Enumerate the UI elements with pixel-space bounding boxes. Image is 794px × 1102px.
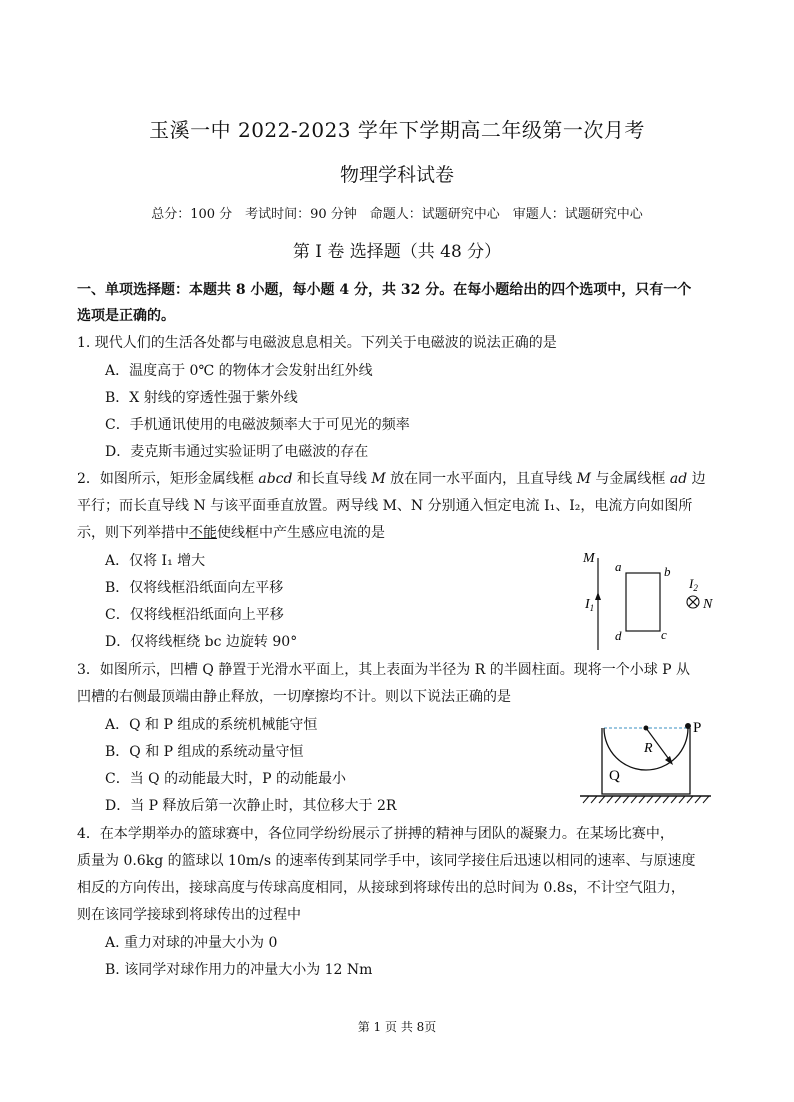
section-instruction-line1: 一、单项选择题：本题共 8 小题，每小题 4 分，共 32 分。在每小题给出的四个选项中，只有一个 [77,282,692,298]
q3-option-b: B．Q 和 P 组成的系统动量守恒 [105,744,304,760]
label-i2: $I_2$ [689,576,698,593]
ball-p [685,723,691,729]
page-number: 第 1 页 共 8页 [357,1020,437,1034]
label-b: b [664,564,671,579]
label-p: P [693,720,702,736]
current-arrow-icon [595,592,601,600]
label-c: c [661,627,667,642]
q4-stem-line4: 则在该同学接球到将球传出的过程中 [77,907,301,923]
q4-option-b: B. 该同学对球作用力的冲量大小为 12 Nm [105,962,373,978]
q1-option-d: D．麦克斯韦通过实验证明了电磁波的存在 [105,444,369,460]
q2-text: 2．如图所示，矩形金属线框 [77,471,259,487]
q2-text: 和长直导线 [292,471,372,487]
wire-frame [626,573,660,631]
q2-text: 边 [687,471,706,487]
q3-option-a: A．Q 和 P 组成的系统机械能守恒 [105,717,318,733]
q2-option-c: C．仅将线框沿纸面向上平移 [105,607,284,623]
q3-option-d: D．当 P 释放后第一次静止时，其位移大于 2R [105,798,397,814]
subject-title: 物理学科试卷 [339,164,454,186]
label-n: N [703,597,713,612]
q4-stem-line1: 4．在本学期举办的篮球赛中，各位同学纷纷展示了拼搏的精神与团队的凝聚力。在某场比赛中， [77,826,674,842]
q1-option-a: A．温度高于 0℃ 的物体才会发射出红外线 [105,363,373,379]
q1-stem: 1. 现代人们的生活各处都与电磁波息息相关。下列关于电磁波的说法正确的是 [77,335,557,351]
q4-stem-line2: 质量为 0.6kg 的篮球以 10m/s 的速率传到某同学手中，该同学接住后迅速以相同的速率、与原速度 [77,853,696,869]
q2-underlined-word: 不能 [189,525,217,541]
label-i1: $I_1$ [585,597,595,613]
q2-option-d: D．仅将线框绕 bc 边旋转 90° [105,634,298,650]
q3-stem-line1: 3．如图所示，凹槽 Q 静置于光滑水平面上，其上表面为半径为 R 的半圆柱面。现将一个小球 P 从 [77,662,691,678]
q2-var: ad [669,471,688,487]
q2-stem-line2: 平行；而长直导线 N 与该平面垂直放置。两导线 M、N 分别通入恒定电流 I₁、I₂，电流方向如图所 [77,498,693,514]
q2-var: abcd [258,471,293,487]
q2-var: M [576,471,591,487]
label-a: a [615,559,622,574]
q2-option-b: B．仅将线框沿纸面向左平移 [105,580,284,596]
label-q: Q [609,768,620,784]
q2-figure [575,540,725,652]
q1-option-b: B．X 射线的穿透性强于紫外线 [105,390,298,406]
q4-option-a: A. 重力对球的冲量大小为 0 [105,935,278,951]
groove-body [602,728,690,794]
label-d: d [615,628,622,643]
q2-var: M [371,471,386,487]
exam-title: 玉溪一中 2022-2023 学年下学期高二年级第一次月考 [149,118,645,142]
q4-stem-line3: 相反的方向传出，接球高度与传球高度相同，从接球到将球传出的总时间为 0.8s，不计空气阻力， [77,880,685,896]
q2-text: 示，则下列举措中 [77,525,189,541]
q3-figure [575,716,715,806]
q2-text: 使线框中产生感应电流的是 [217,525,385,541]
exam-meta: 总分：100 分 考试时间：90 分钟 命题人：试题研究中心 审题人：试题研究中心 [151,207,643,222]
q2-stem-line3 [77,522,385,542]
q1-option-c: C．手机通讯使用的电磁波频率大于可见光的频率 [105,417,410,433]
label-m: M [583,551,595,566]
q2-text: 与金属线框 [590,471,670,487]
q2-option-a: A．仅将 I₁ 增大 [105,553,206,569]
section-title: 第 I 卷 选择题（共 48 分） [292,242,502,262]
q3-option-c: C．当 Q 的动能最大时，P 的动能最小 [105,771,346,787]
ground-hatching [583,796,709,803]
q2-stem-line1 [77,468,706,488]
q2-text: 放在同一水平面内，且直导线 [385,471,577,487]
section-instruction-line2: 选项是正确的。 [77,308,175,324]
label-r: R [644,741,653,756]
q3-stem-line2: 凹槽的右侧最顶端由静止释放，一切摩擦均不计。则以下说法正确的是 [77,689,511,705]
